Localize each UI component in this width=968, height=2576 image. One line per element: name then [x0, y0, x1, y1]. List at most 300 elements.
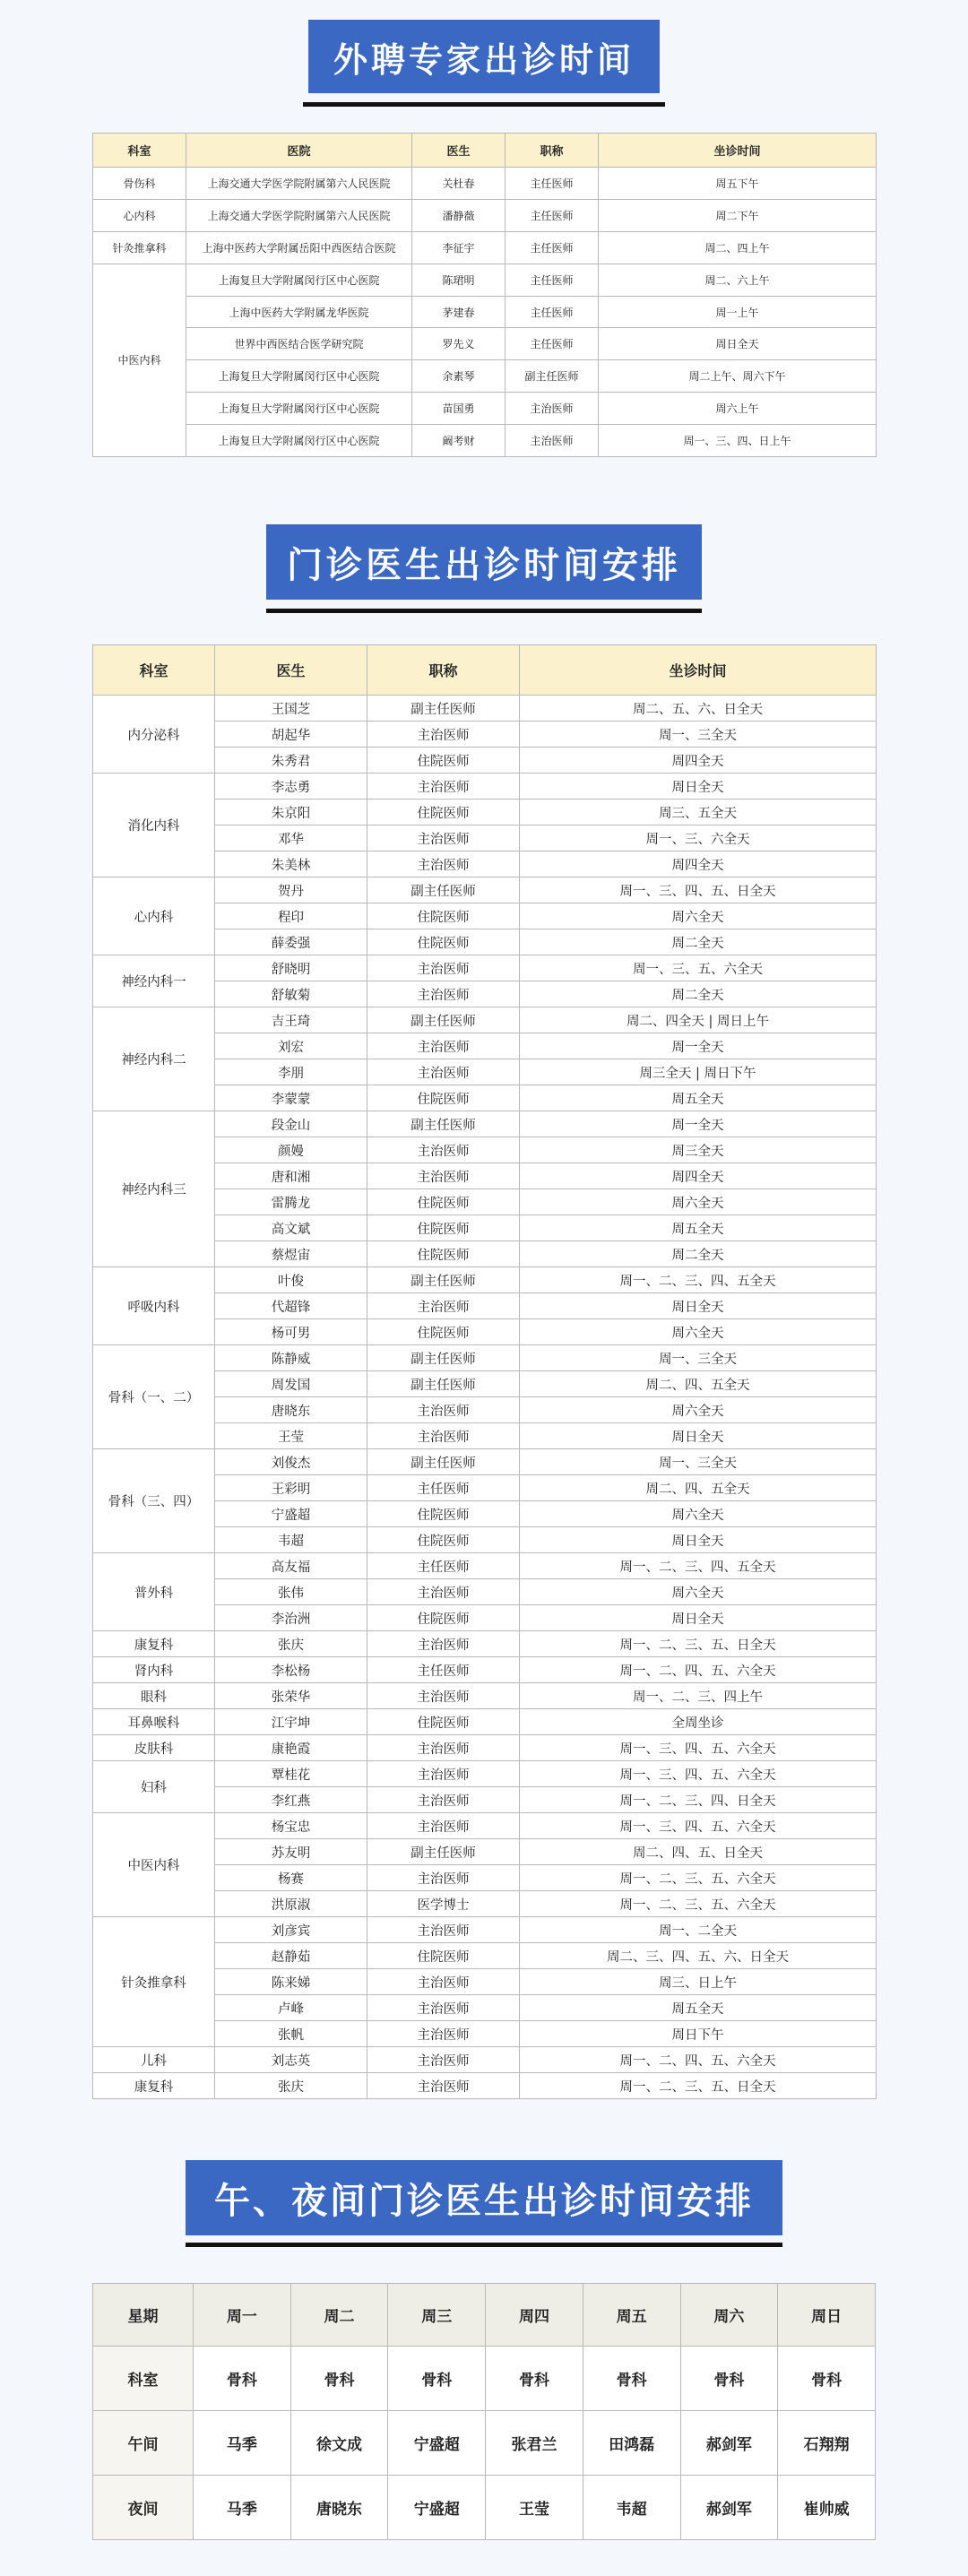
cell-title: 主治医师 — [367, 1631, 520, 1657]
cell-doctor: 王彩明 — [215, 1475, 367, 1501]
cell-time: 周一、二、三、五、日全天 — [520, 2073, 877, 2099]
table-header-row — [93, 645, 877, 696]
schedule-cell: 骨科 — [290, 2347, 388, 2411]
cell-time: 周三、五全天 — [520, 800, 877, 826]
section2-banner — [0, 524, 968, 623]
table-row — [93, 2476, 876, 2540]
cell-time: 周一、二、三、四上午 — [520, 1683, 877, 1709]
noon-night-schedule-table — [92, 2283, 876, 2540]
cell-doctor: 邓华 — [215, 826, 367, 851]
cell-title: 主治医师 — [367, 1423, 520, 1449]
cell-time: 周三全天 | 周日下午 — [520, 1059, 877, 1085]
cell-doctor: 阚考财 — [412, 425, 506, 457]
cell-doctor: 叶俊 — [215, 1267, 367, 1293]
schedule-cell: 郝剑军 — [680, 2476, 778, 2540]
cell-title: 主治医师 — [367, 1033, 520, 1059]
cell-hospital: 上海复旦大学附属闵行区中心医院 — [186, 393, 412, 425]
cell-hospital: 上海复旦大学附属闵行区中心医院 — [186, 360, 412, 393]
table-row — [93, 696, 877, 722]
cell-title: 副主任医师 — [367, 1371, 520, 1397]
table-row — [93, 393, 877, 425]
cell-doctor: 张庆 — [215, 1631, 367, 1657]
cell-time: 周日全天 — [520, 1293, 877, 1319]
cell-time: 周日全天 — [520, 1527, 877, 1553]
schedule-cell: 骨科 — [680, 2347, 778, 2411]
cell-time: 周二、六上午 — [599, 264, 877, 296]
schedule-cell: 骨科 — [194, 2347, 291, 2411]
cell-title: 住院医师 — [367, 903, 520, 929]
table-row — [93, 877, 877, 903]
cell-dept: 儿科 — [93, 2047, 215, 2073]
schedule-cell: 石翔翔 — [778, 2411, 876, 2476]
cell-time: 周一、二、四、五、六全天 — [520, 1657, 877, 1683]
schedule-cell: 骨科 — [388, 2347, 486, 2411]
cell-title: 主治医师 — [367, 722, 520, 748]
table-row — [93, 1917, 877, 1943]
cell-time: 周五全天 — [520, 1995, 877, 2021]
cell-time: 周二、三、四、五、六、日全天 — [520, 1943, 877, 1969]
cell-time: 周一、三全天 — [520, 1345, 877, 1371]
cell-title: 住院医师 — [367, 1605, 520, 1631]
cell-title: 主治医师 — [367, 1917, 520, 1943]
cell-title: 主治医师 — [367, 1579, 520, 1605]
cell-doctor: 唐和湘 — [215, 1163, 367, 1189]
table-row — [93, 425, 877, 457]
cell-doctor: 颜嫚 — [215, 1137, 367, 1163]
cell-dept: 内分泌科 — [93, 696, 215, 774]
header-hospital: 医院 — [186, 134, 412, 168]
cell-doctor: 刘彦宾 — [215, 1917, 367, 1943]
cell-time: 周六全天 — [520, 1189, 877, 1215]
cell-time: 周二全天 — [520, 1241, 877, 1267]
cell-time: 周六全天 — [520, 903, 877, 929]
cell-title: 住院医师 — [367, 1709, 520, 1735]
table-row — [93, 1683, 877, 1709]
table-row — [93, 1007, 877, 1033]
cell-doctor: 段金山 — [215, 1111, 367, 1137]
cell-hospital: 世界中西医结合医学研究院 — [186, 328, 412, 360]
cell-title: 主治医师 — [367, 1969, 520, 1995]
cell-doctor: 代超锋 — [215, 1293, 367, 1319]
cell-doctor: 薛委强 — [215, 929, 367, 955]
table-header-row — [93, 134, 877, 168]
cell-title: 主治医师 — [367, 774, 520, 800]
table-row — [93, 2073, 877, 2099]
table-row — [93, 1631, 877, 1657]
cell-title: 副主任医师 — [367, 1449, 520, 1475]
cell-title: 住院医师 — [367, 1943, 520, 1969]
cell-title: 副主任医师 — [367, 877, 520, 903]
cell-doctor: 高文斌 — [215, 1215, 367, 1241]
schedule-cell: 骨科 — [778, 2347, 876, 2411]
cell-doctor: 罗先义 — [412, 328, 506, 360]
schedule-cell: 周四 — [486, 2284, 583, 2347]
cell-dept: 呼吸内科 — [93, 1267, 215, 1345]
cell-doctor: 吉王琦 — [215, 1007, 367, 1033]
cell-time: 周六全天 — [520, 1579, 877, 1605]
cell-title: 副主任医师 — [367, 1111, 520, 1137]
cell-title: 住院医师 — [367, 1527, 520, 1553]
schedule-cell: 马季 — [194, 2476, 291, 2540]
cell-time: 周一、三、六全天 — [520, 826, 877, 851]
cell-time: 周一、三、四、五、六全天 — [520, 1735, 877, 1761]
cell-doctor: 张庆 — [215, 2073, 367, 2099]
schedule-cell: 周三 — [388, 2284, 486, 2347]
cell-time: 周五全天 — [520, 1215, 877, 1241]
cell-time: 周一、三全天 — [520, 722, 877, 748]
table-row — [93, 328, 877, 360]
cell-doctor: 刘宏 — [215, 1033, 367, 1059]
cell-dept: 耳鼻喉科 — [93, 1709, 215, 1735]
cell-title: 住院医师 — [367, 1189, 520, 1215]
cell-doctor: 陈珺明 — [412, 264, 506, 296]
header-doctor: 医生 — [412, 134, 506, 168]
cell-time: 周二、四、五全天 — [520, 1475, 877, 1501]
section3-title: 午、夜间门诊医生出诊时间安排 — [186, 2160, 782, 2235]
cell-doctor: 王国芝 — [215, 696, 367, 722]
cell-title: 主任医师 — [506, 264, 599, 296]
row-label: 午间 — [93, 2411, 194, 2476]
cell-title: 主治医师 — [367, 2021, 520, 2047]
cell-dept: 针灸推拿科 — [93, 231, 186, 264]
cell-doctor: 卢峰 — [215, 1995, 367, 2021]
schedule-cell: 周一 — [194, 2284, 291, 2347]
cell-title: 主治医师 — [506, 393, 599, 425]
cell-time: 周二、四、五、日全天 — [520, 1839, 877, 1865]
cell-time: 周一、三全天 — [520, 1449, 877, 1475]
table-row — [93, 1709, 877, 1735]
cell-title: 主任医师 — [506, 296, 599, 328]
cell-title: 副主任医师 — [367, 696, 520, 722]
cell-title: 主治医师 — [367, 1293, 520, 1319]
row-label: 星期 — [93, 2284, 194, 2347]
cell-title: 住院医师 — [367, 1319, 520, 1345]
cell-dept: 心内科 — [93, 199, 186, 231]
cell-title: 主治医师 — [367, 1683, 520, 1709]
cell-doctor: 陈静威 — [215, 1345, 367, 1371]
cell-title: 住院医师 — [367, 748, 520, 774]
section3-banner — [0, 2160, 968, 2259]
table-row — [93, 1813, 877, 1839]
cell-dept: 骨科（一、二） — [93, 1345, 215, 1449]
cell-title: 主任医师 — [367, 1657, 520, 1683]
cell-title: 主治医师 — [367, 2073, 520, 2099]
table-row — [93, 955, 877, 981]
cell-doctor: 杨可男 — [215, 1319, 367, 1345]
cell-time: 周一、三、四、五、六全天 — [520, 1813, 877, 1839]
schedule-cell: 徐文成 — [290, 2411, 388, 2476]
cell-title: 主任医师 — [506, 199, 599, 231]
cell-time: 周一上午 — [599, 296, 877, 328]
cell-title: 主治医师 — [367, 1735, 520, 1761]
cell-time: 周二全天 — [520, 981, 877, 1007]
section1-title-underline — [303, 102, 665, 107]
section2-title-underline — [266, 609, 702, 613]
cell-time: 周一、二、三、四、五全天 — [520, 1267, 877, 1293]
cell-doctor: 张荣华 — [215, 1683, 367, 1709]
cell-title: 副主任医师 — [367, 1267, 520, 1293]
row-label: 夜间 — [93, 2476, 194, 2540]
schedule-cell: 周二 — [290, 2284, 388, 2347]
table-row — [93, 360, 877, 393]
cell-time: 周二下午 — [599, 199, 877, 231]
header-dept: 科室 — [93, 134, 186, 168]
cell-hospital: 上海交通大学医学院附属第六人民医院 — [186, 168, 412, 200]
cell-title: 主治医师 — [367, 981, 520, 1007]
cell-title: 主治医师 — [367, 1813, 520, 1839]
row-label: 科室 — [93, 2347, 194, 2411]
cell-title: 住院医师 — [367, 1241, 520, 1267]
cell-dept: 康复科 — [93, 2073, 215, 2099]
table-row — [93, 168, 877, 200]
cell-time: 周日全天 — [520, 1605, 877, 1631]
cell-title: 副主任医师 — [506, 360, 599, 393]
cell-doctor: 刘志英 — [215, 2047, 367, 2073]
schedule-cell: 唐晓东 — [290, 2476, 388, 2540]
table-row — [93, 199, 877, 231]
cell-time: 周六全天 — [520, 1501, 877, 1527]
cell-doctor: 朱京阳 — [215, 800, 367, 826]
cell-dept: 中医内科 — [93, 264, 186, 456]
table-row — [93, 2411, 876, 2476]
cell-doctor: 关杜春 — [412, 168, 506, 200]
cell-time: 周二全天 — [520, 929, 877, 955]
cell-title: 主任医师 — [506, 328, 599, 360]
cell-title: 住院医师 — [367, 1501, 520, 1527]
table-row — [93, 2347, 876, 2411]
cell-doctor: 舒晓明 — [215, 955, 367, 981]
cell-title: 主治医师 — [367, 955, 520, 981]
cell-doctor: 朱美林 — [215, 851, 367, 877]
section1-banner — [0, 20, 968, 109]
table-row — [93, 264, 877, 296]
cell-doctor: 张帆 — [215, 2021, 367, 2047]
schedule-cell: 宁盛超 — [388, 2411, 486, 2476]
cell-time: 周五全天 — [520, 1085, 877, 1111]
cell-doctor: 苏友明 — [215, 1839, 367, 1865]
cell-title: 医学博士 — [367, 1891, 520, 1917]
cell-dept: 神经内科三 — [93, 1111, 215, 1267]
schedule-cell: 张君兰 — [486, 2411, 583, 2476]
cell-title: 副主任医师 — [367, 1007, 520, 1033]
cell-time: 周日全天 — [520, 774, 877, 800]
cell-doctor: 李朋 — [215, 1059, 367, 1085]
cell-dept: 眼科 — [93, 1683, 215, 1709]
cell-dept: 康复科 — [93, 1631, 215, 1657]
cell-doctor: 杨赛 — [215, 1865, 367, 1891]
cell-doctor: 潘静薇 — [412, 199, 506, 231]
cell-doctor: 韦超 — [215, 1527, 367, 1553]
cell-dept: 中医内科 — [93, 1813, 215, 1917]
table-row — [93, 231, 877, 264]
cell-title: 主治医师 — [367, 1787, 520, 1813]
cell-title: 主任医师 — [506, 168, 599, 200]
cell-doctor: 宁盛超 — [215, 1501, 367, 1527]
cell-time: 周三全天 — [520, 1137, 877, 1163]
cell-doctor: 李志勇 — [215, 774, 367, 800]
cell-title: 主治医师 — [367, 2047, 520, 2073]
schedule-cell: 周日 — [778, 2284, 876, 2347]
cell-time: 周四全天 — [520, 748, 877, 774]
table-row — [93, 1345, 877, 1371]
schedule-cell: 骨科 — [486, 2347, 583, 2411]
table-row — [93, 1761, 877, 1787]
schedule-cell: 骨科 — [583, 2347, 680, 2411]
cell-dept: 神经内科二 — [93, 1007, 215, 1111]
schedule-cell: 王莹 — [486, 2476, 583, 2540]
cell-time: 周一、三、四、日上午 — [599, 425, 877, 457]
cell-doctor: 李红燕 — [215, 1787, 367, 1813]
cell-doctor: 蔡煜宙 — [215, 1241, 367, 1267]
header-doctor: 医生 — [215, 645, 367, 696]
cell-time: 周二、四、五全天 — [520, 1371, 877, 1397]
cell-time: 周一、二、三、五、六全天 — [520, 1891, 877, 1917]
schedule-cell: 韦超 — [583, 2476, 680, 2540]
schedule-cell: 马季 — [194, 2411, 291, 2476]
table-row — [93, 1657, 877, 1683]
table-row — [93, 2284, 876, 2347]
cell-time: 周一、二、三、五、日全天 — [520, 1631, 877, 1657]
cell-time: 周四全天 — [520, 851, 877, 877]
cell-time: 周二、五、六、日全天 — [520, 696, 877, 722]
cell-doctor: 康艳霞 — [215, 1735, 367, 1761]
cell-time: 周六全天 — [520, 1397, 877, 1423]
cell-time: 周六上午 — [599, 393, 877, 425]
schedule-cell: 崔帅威 — [778, 2476, 876, 2540]
schedule-cell: 周六 — [680, 2284, 778, 2347]
header-time: 坐诊时间 — [520, 645, 877, 696]
cell-time: 全周坐诊 — [520, 1709, 877, 1735]
cell-time: 周二、四全天 | 周日上午 — [520, 1007, 877, 1033]
cell-title: 主治医师 — [367, 1397, 520, 1423]
cell-doctor: 唐晓东 — [215, 1397, 367, 1423]
cell-doctor: 李蒙蒙 — [215, 1085, 367, 1111]
cell-dept: 针灸推拿科 — [93, 1917, 215, 2047]
header-time: 坐诊时间 — [599, 134, 877, 168]
cell-doctor: 张伟 — [215, 1579, 367, 1605]
table-row — [93, 1553, 877, 1579]
cell-title: 主任医师 — [367, 1553, 520, 1579]
cell-title: 住院医师 — [367, 1215, 520, 1241]
cell-doctor: 胡起华 — [215, 722, 367, 748]
table-row — [93, 774, 877, 800]
cell-time: 周四全天 — [520, 1163, 877, 1189]
section3-title-underline — [186, 2243, 782, 2247]
schedule-cell: 宁盛超 — [388, 2476, 486, 2540]
cell-hospital: 上海交通大学医学院附属第六人民医院 — [186, 199, 412, 231]
cell-doctor: 高友福 — [215, 1553, 367, 1579]
schedule-cell: 郝剑军 — [680, 2411, 778, 2476]
cell-time: 周三、日上午 — [520, 1969, 877, 1995]
table-row — [93, 1267, 877, 1293]
cell-title: 主任医师 — [367, 1475, 520, 1501]
cell-doctor: 江宇坤 — [215, 1709, 367, 1735]
cell-doctor: 苗国勇 — [412, 393, 506, 425]
schedule-cell: 周五 — [583, 2284, 680, 2347]
cell-title: 主任医师 — [506, 231, 599, 264]
cell-dept: 消化内科 — [93, 774, 215, 877]
cell-title: 住院医师 — [367, 800, 520, 826]
cell-time: 周一、二、四、五、六全天 — [520, 2047, 877, 2073]
cell-time: 周二上午、周六下午 — [599, 360, 877, 393]
cell-time: 周二、四上午 — [599, 231, 877, 264]
cell-title: 主治医师 — [367, 1059, 520, 1085]
cell-doctor: 王莹 — [215, 1423, 367, 1449]
cell-doctor: 朱秀君 — [215, 748, 367, 774]
cell-dept: 肾内科 — [93, 1657, 215, 1683]
cell-time: 周一全天 — [520, 1033, 877, 1059]
cell-doctor: 舒敏菊 — [215, 981, 367, 1007]
cell-hospital: 上海复旦大学附属闵行区中心医院 — [186, 264, 412, 296]
cell-hospital: 上海复旦大学附属闵行区中心医院 — [186, 425, 412, 457]
cell-hospital: 上海中医药大学附属龙华医院 — [186, 296, 412, 328]
table-row — [93, 296, 877, 328]
cell-time: 周五下午 — [599, 168, 877, 200]
cell-title: 主治医师 — [367, 1163, 520, 1189]
cell-time: 周一、二、三、四、五全天 — [520, 1553, 877, 1579]
cell-doctor: 余素琴 — [412, 360, 506, 393]
cell-title: 副主任医师 — [367, 1839, 520, 1865]
header-title: 职称 — [367, 645, 520, 696]
cell-title: 主治医师 — [367, 851, 520, 877]
cell-doctor: 李松杨 — [215, 1657, 367, 1683]
cell-dept: 妇科 — [93, 1761, 215, 1813]
cell-doctor: 洪原淑 — [215, 1891, 367, 1917]
cell-doctor: 覃桂花 — [215, 1761, 367, 1787]
cell-dept: 骨科（三、四） — [93, 1449, 215, 1553]
cell-doctor: 程印 — [215, 903, 367, 929]
cell-dept: 普外科 — [93, 1553, 215, 1631]
external-experts-table — [92, 133, 877, 457]
cell-title: 主治医师 — [367, 1137, 520, 1163]
cell-doctor: 贺丹 — [215, 877, 367, 903]
cell-doctor: 雷腾龙 — [215, 1189, 367, 1215]
cell-title: 副主任医师 — [367, 1345, 520, 1371]
cell-doctor: 周发国 — [215, 1371, 367, 1397]
table-row — [93, 2047, 877, 2073]
cell-time: 周六全天 — [520, 1319, 877, 1345]
cell-title: 主治医师 — [367, 1995, 520, 2021]
cell-time: 周一、二、三、五、六全天 — [520, 1865, 877, 1891]
cell-time: 周一全天 — [520, 1111, 877, 1137]
cell-title: 主治医师 — [367, 826, 520, 851]
cell-time: 周日下午 — [520, 2021, 877, 2047]
section1-title: 外聘专家出诊时间 — [308, 20, 660, 93]
header-title: 职称 — [506, 134, 599, 168]
cell-time: 周一、三、四、五、日全天 — [520, 877, 877, 903]
cell-doctor: 刘俊杰 — [215, 1449, 367, 1475]
cell-doctor: 赵静茹 — [215, 1943, 367, 1969]
cell-time: 周一、二全天 — [520, 1917, 877, 1943]
cell-title: 住院医师 — [367, 929, 520, 955]
cell-time: 周一、三、五、六全天 — [520, 955, 877, 981]
cell-doctor: 陈来娣 — [215, 1969, 367, 1995]
cell-title: 住院医师 — [367, 1085, 520, 1111]
cell-dept: 心内科 — [93, 877, 215, 955]
cell-doctor: 茅建春 — [412, 296, 506, 328]
cell-title: 主治医师 — [506, 425, 599, 457]
cell-time: 周一、二、三、四、日全天 — [520, 1787, 877, 1813]
table-row — [93, 1735, 877, 1761]
schedule-cell: 田鸿磊 — [583, 2411, 680, 2476]
cell-dept: 皮肤科 — [93, 1735, 215, 1761]
cell-title: 主治医师 — [367, 1761, 520, 1787]
cell-doctor: 李治洲 — [215, 1605, 367, 1631]
outpatient-schedule-table — [92, 644, 877, 2099]
section2-title: 门诊医生出诊时间安排 — [266, 524, 702, 600]
cell-dept: 神经内科一 — [93, 955, 215, 1007]
header-dept: 科室 — [93, 645, 215, 696]
